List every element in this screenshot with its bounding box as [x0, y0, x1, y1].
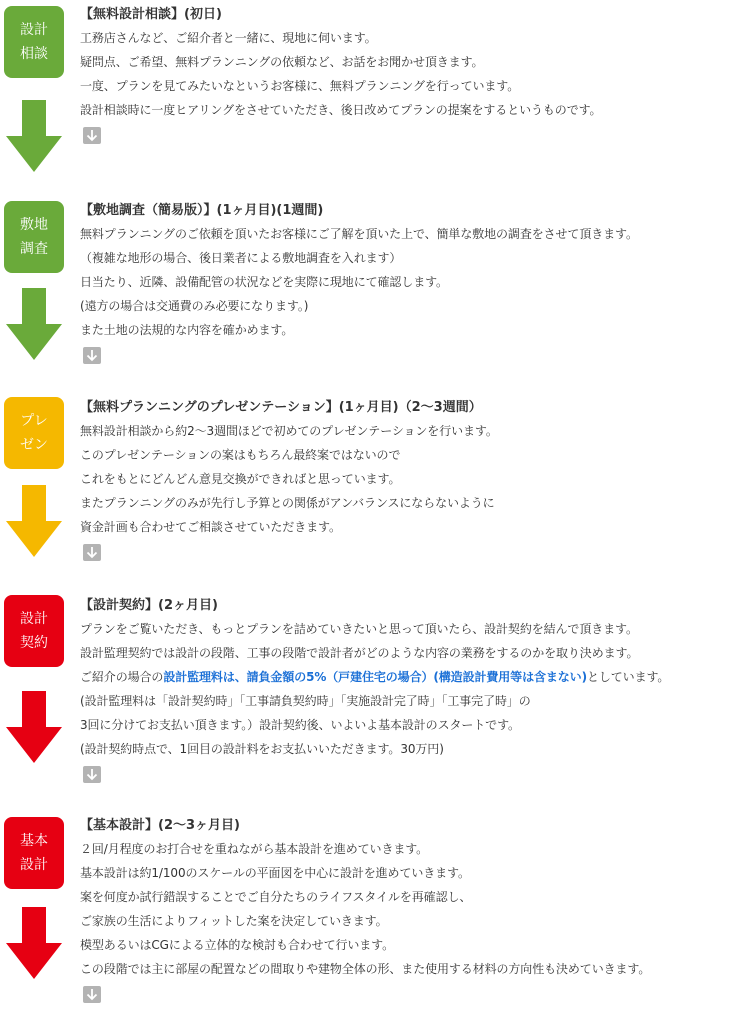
fee-text-after: としています。	[586, 670, 670, 684]
step-text-line: 基本設計は約1/100のスケールの平面図を中心に設計を進めていきます。	[80, 866, 470, 880]
step-text-line: 無料プランニングのご依頼を頂いたお客様にご了解を頂いた上で、簡単な敷地の調査をさせて頂きます。	[80, 227, 638, 241]
badge-line: 設計	[20, 22, 48, 38]
chevron-down-icon	[86, 546, 98, 559]
chevron-down-button[interactable]	[83, 986, 101, 1003]
badge-line: 契約	[20, 635, 48, 651]
step-title: 【設計契約】(2ヶ月目)	[80, 598, 218, 613]
down-arrow-icon	[6, 907, 62, 979]
badge-line: 相談	[20, 46, 48, 62]
fee-text-line	[80, 665, 735, 689]
step-text-line: 案を何度か試行錯誤することでご自分たちのライフスタイルを再確認し、	[80, 890, 472, 904]
step-text-line: このプレゼンテーションの案はもちろん最終案ではないので	[80, 448, 401, 462]
step-badge	[4, 595, 64, 667]
step-text-line: 模型あるいはCGによる立体的な検討も合わせて行います。	[80, 938, 395, 952]
chevron-down-icon	[86, 129, 98, 142]
step-title: 【基本設計】(2〜3ヶ月目)	[80, 818, 240, 833]
chevron-down-icon	[86, 349, 98, 362]
down-arrow-icon	[6, 100, 62, 172]
step-text-line: この段階では主に部屋の配置などの間取りや建物全体の形、また使用する材料の方向性も決めていきます。	[80, 962, 651, 976]
step-text-line: 日当たり、近隣、設備配管の状況などを実際に現地にて確認します。	[80, 275, 448, 289]
badge-line: ゼン	[20, 437, 48, 453]
badge-line: 基本	[20, 833, 48, 849]
step-text-line: 工務店さんなど、ご紹介者と一緒に、現地に伺います。	[80, 31, 377, 45]
step-text-line: また土地の法規的な内容を確かめます。	[80, 323, 294, 337]
down-arrow-icon	[6, 691, 62, 763]
step-title: 【敷地調査（簡易版）】(1ヶ月目)(1週間)	[80, 203, 324, 218]
chevron-down-icon	[86, 768, 98, 781]
step-text-line: 設計相談時に一度ヒアリングをさせていただき、後日改めてプランの提案をするというものです。	[80, 103, 602, 117]
step-text-line: (遠方の場合は交通費のみ必要になります。)	[80, 299, 309, 313]
step-text-line: ご家族の生活によりフィットした案を決定していきます。	[80, 914, 388, 928]
badge-line: 設計	[20, 611, 48, 627]
fee-text-before: ご紹介の場合の	[80, 670, 164, 684]
step-title: 【無料設計相談】(初日)	[80, 7, 222, 22]
step-text-line: 資金計画も合わせてご相談させていただきます。	[80, 520, 341, 534]
step-text-line: 一度、プランを見てみたいなというお客様に、無料プランニングを行っています。	[80, 79, 520, 93]
step-text-line: 無料設計相談から約2〜3週間ほどで初めてのプレゼンテーションを行います。	[80, 424, 498, 438]
step-text-line: （複雑な地形の場合、後日業者による敷地調査を入れます）	[80, 251, 402, 265]
badge-line: 設計	[20, 857, 48, 873]
chevron-down-button[interactable]	[83, 766, 101, 783]
chevron-down-button[interactable]	[83, 127, 101, 144]
badge-line: プレ	[20, 413, 48, 429]
step-title: 【無料プランニングのプレゼンテーション】(1ヶ月目)（2〜3週間）	[80, 400, 482, 415]
step-text-line: 疑問点、ご希望、無料プランニングの依頼など、お話をお聞かせ頂きます。	[80, 55, 484, 69]
fee-highlight: 設計監理料は、請負金額の5%（戸建住宅の場合）(構造設計費用等は含まない)	[163, 670, 587, 684]
chevron-down-button[interactable]	[83, 544, 101, 561]
step-text-line: 設計監理契約では設計の段階、工事の段階で設計者がどのような内容の業務をするのかを取り決めます。	[80, 646, 639, 660]
down-arrow-icon	[6, 288, 62, 360]
step-text-line: これをもとにどんどん意見交換ができればと思っています。	[80, 472, 401, 486]
step-text-line: 3回に分けてお支払い頂きます。）設計契約後、いよいよ基本設計のスタートです。	[80, 718, 520, 732]
badge-line: 調査	[20, 241, 48, 257]
down-arrow-icon	[6, 485, 62, 557]
badge-line: 敷地	[20, 217, 48, 233]
step-badge	[4, 397, 64, 469]
step-badge	[4, 6, 64, 78]
step-text-line: プランをご覧いただき、もっとプランを詰めていきたいと思って頂いたら、設計契約を結んで頂きます。	[80, 622, 638, 636]
step-text-line: またプランニングのみが先行し予算との関係がアンバランスにならないように	[80, 496, 495, 510]
step-badge	[4, 201, 64, 273]
chevron-down-button[interactable]	[83, 347, 101, 364]
chevron-down-icon	[86, 988, 98, 1001]
step-text-line: (設計契約時点で、1回目の設計料をお支払いいただきます。30万円)	[80, 742, 444, 756]
step-text-line: (設計監理料は「設計契約時」「工事請負契約時」「実施設計完了時」「工事完了時」の	[80, 694, 531, 708]
step-badge	[4, 817, 64, 889]
step-text-line: ２回/月程度のお打合せを重ねながら基本設計を進めていきます。	[80, 842, 429, 856]
